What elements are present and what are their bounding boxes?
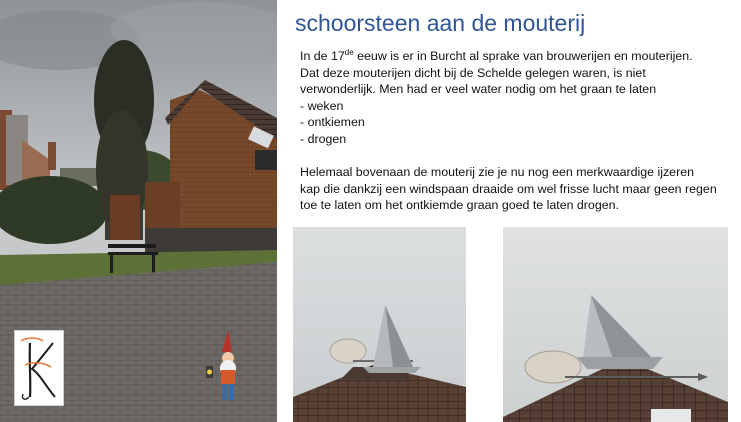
para2-line-2: kap die dankzij een windspaan draaide om wel frisse lucht maar geen regen bbox=[300, 181, 717, 196]
text-line-2: Dat deze mouterijen dicht bij de Schelde gelegen waren, is niet bbox=[300, 65, 646, 80]
intro-sup: de bbox=[344, 47, 354, 57]
step-ontkiemen: - ontkiemen bbox=[300, 115, 365, 130]
cowl-photo-right bbox=[503, 227, 728, 422]
para2-line-3: toe te laten om het ontkiemde graan goed te laten drogen. bbox=[300, 198, 619, 213]
logo bbox=[14, 330, 64, 406]
intro-line bbox=[300, 48, 736, 65]
intro-pre: In de 17 bbox=[300, 49, 345, 63]
body-text bbox=[300, 48, 736, 214]
text-line-3: verwonderlijk. Men had er veel water nodig om het graan te laten bbox=[300, 82, 657, 97]
para2-line-1: Helemaal bovenaan de mouterij zie je nu nog een merkwaardige ijzeren bbox=[300, 165, 694, 180]
step-weken: - weken bbox=[300, 98, 344, 113]
cowl-photo-left bbox=[293, 227, 466, 422]
step-drogen: - drogen bbox=[300, 131, 347, 146]
logo-k-icon bbox=[15, 331, 63, 405]
intro-post: eeuw is er in Burcht al sprake van brouwerijen en mouterijen. bbox=[353, 49, 693, 63]
slide-title: schoorsteen aan de mouterij bbox=[295, 10, 586, 36]
